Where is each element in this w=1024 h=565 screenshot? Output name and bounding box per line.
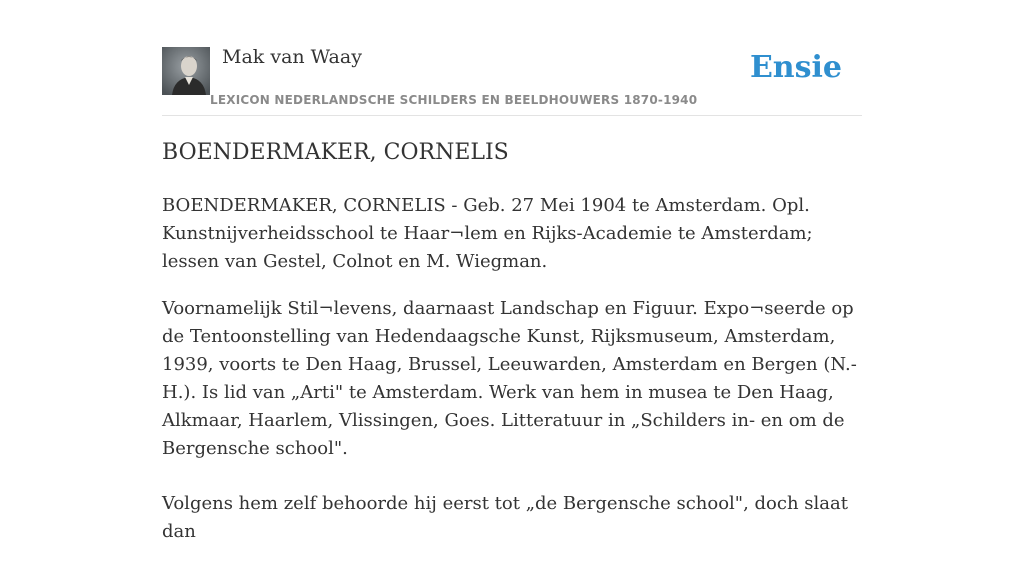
header-divider (162, 115, 862, 116)
article-paragraph-1: BOENDERMAKER, CORNELIS - Geb. 27 Mei 1904 te Amsterdam. Opl. Kunstnijverheidsschool te Haar¬lem en Rijks-Academie te Amsterdam; lessen van Gestel, Colnot en M. Wiegman. (162, 195, 813, 272)
avatar[interactable] (162, 47, 210, 95)
avatar-portrait-icon (162, 47, 210, 95)
article-title: BOENDERMAKER, CORNELIS (162, 140, 509, 165)
header (162, 46, 862, 116)
article-body (162, 192, 866, 565)
brand-logo[interactable]: Ensie (749, 50, 842, 85)
article-paragraph-3: Volgens hem zelf behoorde hij eerst tot „de Bergensche school", doch slaat dan (162, 493, 848, 542)
lexicon-link[interactable]: LEXICON NEDERLANDSCHE SCHILDERS EN BEELDHOUWERS 1870-1940 (210, 93, 698, 107)
author-name[interactable]: Mak van Waay (222, 46, 362, 68)
article-paragraph-2: Voornamelijk Stil¬levens, daarnaast Landschap en Figuur. Expo¬seerde op de Tentoonstelling van Hedendaagsche Kunst, Rijksmuseum, Amsterdam, 1939, voorts te Den Haag, Brussel, Leeuwarden, Amsterdam en Bergen (N.-H.). Is lid van „Arti" te Amsterdam. Werk van hem in musea te Den Haag, Alkmaar, Haarlem, Vlissingen, Goes. Litteratuur in „Schilders in- en om de Bergensche school". (162, 298, 857, 459)
